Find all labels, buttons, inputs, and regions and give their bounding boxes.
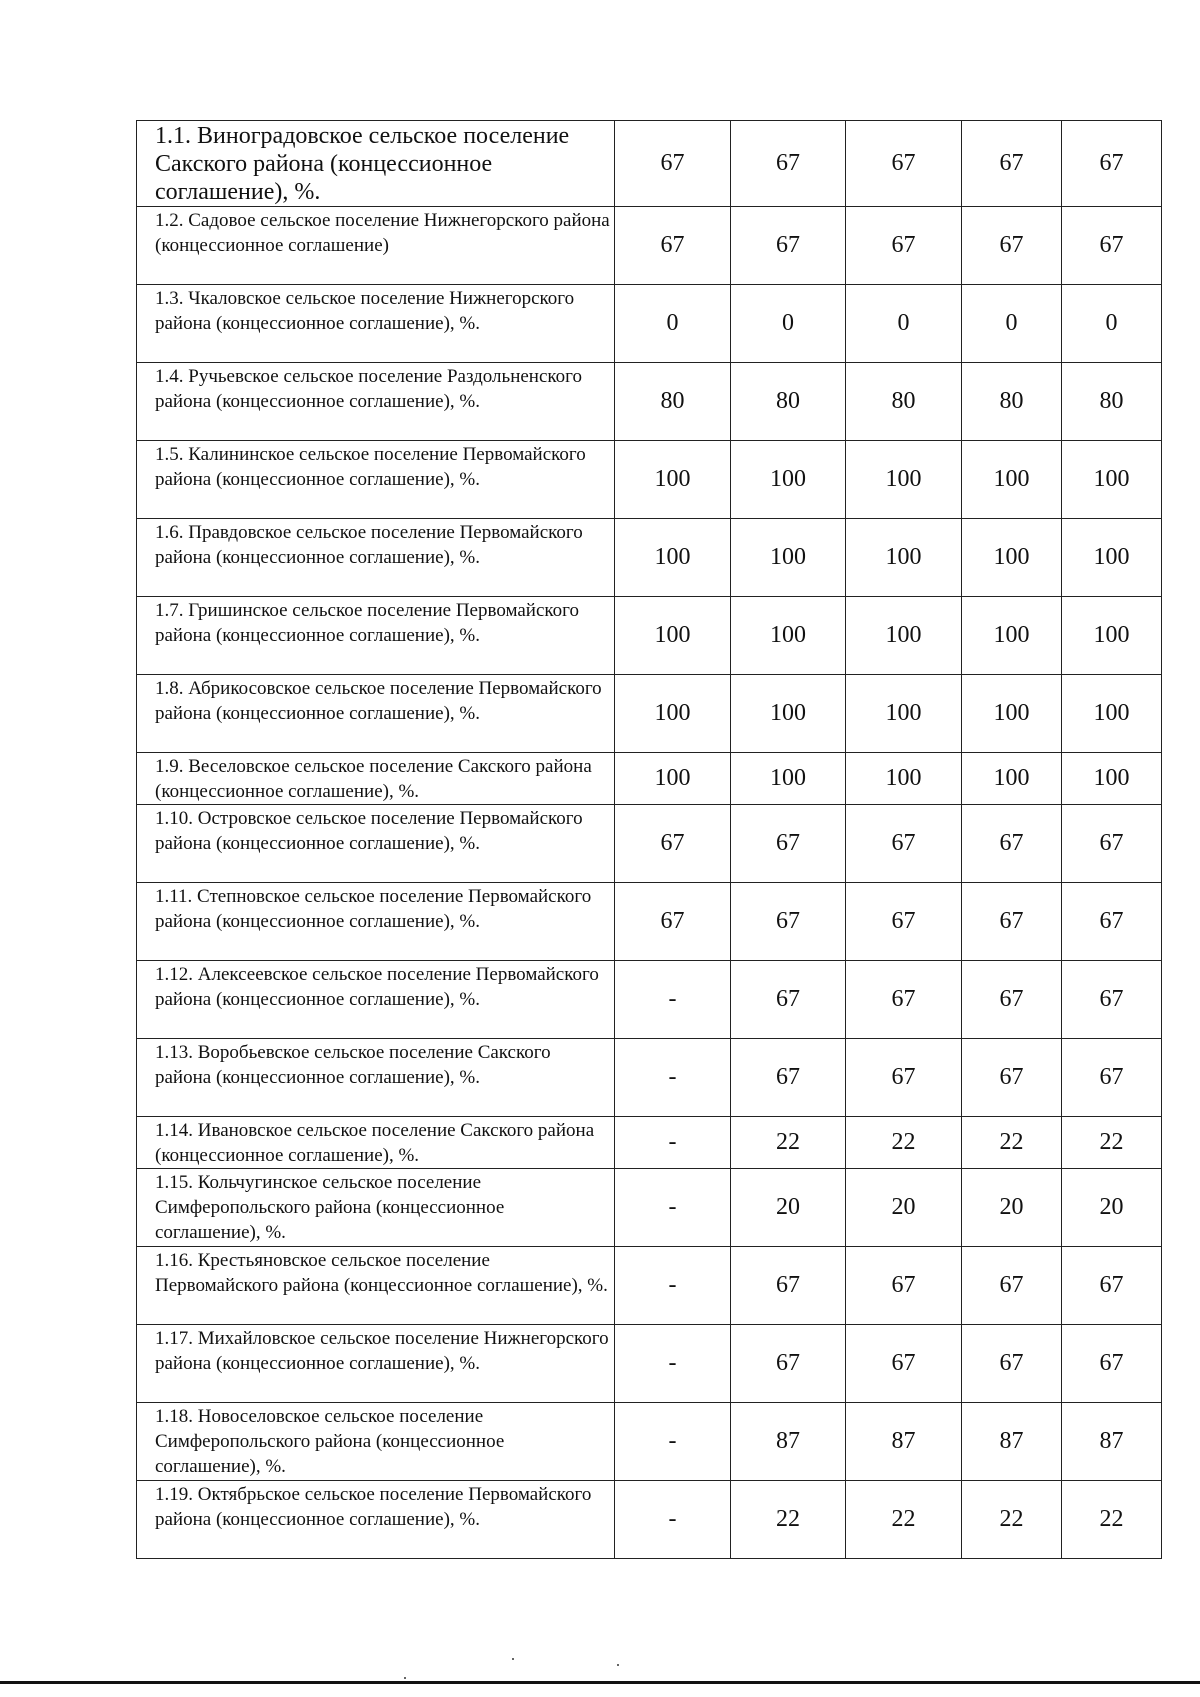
indicator-name-cell: 1.5. Калининское сельское поселение Первомайского района (концессионное соглашение), %. <box>137 441 615 519</box>
value-cell-2: 22 <box>731 1481 846 1559</box>
value-cell-1: 100 <box>615 519 731 597</box>
value-cell-2: 67 <box>731 121 846 207</box>
value-cell-2: 100 <box>731 441 846 519</box>
value-cell-2: 100 <box>731 597 846 675</box>
value-cell-5: 67 <box>1062 207 1162 285</box>
indicator-name-cell: 1.18. Новоселовское сельское поселение Симферопольского района (концессионное соглашение), %. <box>137 1403 615 1481</box>
indicator-name-cell: 1.17. Михайловское сельское поселение Нижнегорского района (концессионное соглашение), %. <box>137 1325 615 1403</box>
value-cell-2: 22 <box>731 1117 846 1169</box>
indicators-table <box>136 120 1162 1559</box>
value-cell-2: 67 <box>731 1247 846 1325</box>
value-cell-3: 100 <box>846 441 962 519</box>
value-cell-3: 67 <box>846 1325 962 1403</box>
indicator-name-cell: 1.10. Островское сельское поселение Первомайского района (концессионное соглашение), %. <box>137 805 615 883</box>
value-cell-3: 100 <box>846 519 962 597</box>
value-cell-3: 67 <box>846 1039 962 1117</box>
scan-speck <box>404 1677 406 1679</box>
table-row <box>137 597 1162 675</box>
value-cell-4: 67 <box>962 207 1062 285</box>
value-cell-5: 100 <box>1062 597 1162 675</box>
value-cell-1: - <box>615 1403 731 1481</box>
value-cell-2: 87 <box>731 1403 846 1481</box>
table-row <box>137 1169 1162 1247</box>
table-row <box>137 121 1162 207</box>
indicator-name-cell: 1.7. Гришинское сельское поселение Первомайского района (концессионное соглашение), %. <box>137 597 615 675</box>
value-cell-5: 100 <box>1062 675 1162 753</box>
value-cell-1: - <box>615 961 731 1039</box>
table-row <box>137 1039 1162 1117</box>
value-cell-5: 0 <box>1062 285 1162 363</box>
indicator-name-cell: 1.12. Алексеевское сельское поселение Первомайского района (концессионное соглашение), %. <box>137 961 615 1039</box>
indicator-name-cell: 1.19. Октябрьское сельское поселение Первомайского района (концессионное соглашение), %. <box>137 1481 615 1559</box>
table-row <box>137 675 1162 753</box>
value-cell-4: 67 <box>962 1325 1062 1403</box>
value-cell-1: 100 <box>615 753 731 805</box>
value-cell-4: 67 <box>962 883 1062 961</box>
value-cell-1: 67 <box>615 883 731 961</box>
indicator-name-cell: 1.3. Чкаловское сельское поселение Нижнегорского района (концессионное соглашение), %. <box>137 285 615 363</box>
value-cell-4: 67 <box>962 961 1062 1039</box>
value-cell-4: 67 <box>962 805 1062 883</box>
value-cell-1: - <box>615 1169 731 1247</box>
table-row <box>137 1325 1162 1403</box>
value-cell-3: 0 <box>846 285 962 363</box>
value-cell-2: 67 <box>731 961 846 1039</box>
value-cell-5: 67 <box>1062 805 1162 883</box>
value-cell-3: 22 <box>846 1117 962 1169</box>
scan-speck <box>512 1658 514 1660</box>
value-cell-1: 100 <box>615 675 731 753</box>
page-bottom-rule <box>0 1681 1200 1684</box>
table-row <box>137 753 1162 805</box>
value-cell-2: 67 <box>731 1039 846 1117</box>
value-cell-5: 80 <box>1062 363 1162 441</box>
value-cell-5: 67 <box>1062 1247 1162 1325</box>
table-row <box>137 961 1162 1039</box>
value-cell-3: 67 <box>846 1247 962 1325</box>
table-row <box>137 1481 1162 1559</box>
value-cell-5: 22 <box>1062 1481 1162 1559</box>
value-cell-2: 100 <box>731 519 846 597</box>
value-cell-5: 67 <box>1062 121 1162 207</box>
value-cell-5: 100 <box>1062 519 1162 597</box>
value-cell-4: 100 <box>962 597 1062 675</box>
value-cell-1: - <box>615 1325 731 1403</box>
value-cell-4: 87 <box>962 1403 1062 1481</box>
value-cell-5: 20 <box>1062 1169 1162 1247</box>
value-cell-1: - <box>615 1117 731 1169</box>
table-row <box>137 363 1162 441</box>
value-cell-2: 67 <box>731 207 846 285</box>
value-cell-5: 100 <box>1062 753 1162 805</box>
value-cell-4: 100 <box>962 519 1062 597</box>
indicator-name-cell: 1.2. Садовое сельское поселение Нижнегорского района (концессионное соглашение) <box>137 207 615 285</box>
indicator-name-cell: 1.9. Веселовское сельское поселение Сакского района (концессионное соглашение), %. <box>137 753 615 805</box>
value-cell-1: 100 <box>615 441 731 519</box>
table-row <box>137 1117 1162 1169</box>
value-cell-3: 20 <box>846 1169 962 1247</box>
indicator-name-cell: 1.13. Воробьевское сельское поселение Сакского района (концессионное соглашение), %. <box>137 1039 615 1117</box>
value-cell-4: 22 <box>962 1481 1062 1559</box>
value-cell-4: 100 <box>962 675 1062 753</box>
value-cell-5: 67 <box>1062 961 1162 1039</box>
value-cell-4: 80 <box>962 363 1062 441</box>
value-cell-1: 80 <box>615 363 731 441</box>
value-cell-3: 80 <box>846 363 962 441</box>
value-cell-5: 67 <box>1062 1325 1162 1403</box>
value-cell-4: 20 <box>962 1169 1062 1247</box>
table-row <box>137 519 1162 597</box>
value-cell-1: - <box>615 1247 731 1325</box>
value-cell-3: 100 <box>846 675 962 753</box>
value-cell-2: 0 <box>731 285 846 363</box>
value-cell-4: 67 <box>962 1247 1062 1325</box>
value-cell-1: 0 <box>615 285 731 363</box>
value-cell-3: 67 <box>846 207 962 285</box>
value-cell-1: 67 <box>615 805 731 883</box>
value-cell-4: 67 <box>962 1039 1062 1117</box>
value-cell-4: 22 <box>962 1117 1062 1169</box>
value-cell-1: 67 <box>615 207 731 285</box>
value-cell-5: 22 <box>1062 1117 1162 1169</box>
indicator-name-cell: 1.14. Ивановское сельское поселение Сакского района (концессионное соглашение), %. <box>137 1117 615 1169</box>
value-cell-5: 67 <box>1062 1039 1162 1117</box>
value-cell-1: - <box>615 1039 731 1117</box>
value-cell-2: 100 <box>731 753 846 805</box>
table-row <box>137 883 1162 961</box>
value-cell-2: 20 <box>731 1169 846 1247</box>
value-cell-3: 22 <box>846 1481 962 1559</box>
value-cell-2: 80 <box>731 363 846 441</box>
indicator-name-cell: 1.4. Ручьевское сельское поселение Раздольненского района (концессионное соглашение), %. <box>137 363 615 441</box>
value-cell-4: 100 <box>962 753 1062 805</box>
value-cell-2: 67 <box>731 1325 846 1403</box>
value-cell-5: 100 <box>1062 441 1162 519</box>
value-cell-3: 100 <box>846 753 962 805</box>
indicator-name-cell: 1.15. Кольчугинское сельское поселение Симферопольского района (концессионное соглашение), %. <box>137 1169 615 1247</box>
value-cell-3: 67 <box>846 883 962 961</box>
indicator-name-cell: 1.16. Крестьяновское сельское поселение Первомайского района (концессионное соглашение), %. <box>137 1247 615 1325</box>
indicator-name-cell: 1.11. Степновское сельское поселение Первомайского района (концессионное соглашение), %. <box>137 883 615 961</box>
indicator-name-cell: 1.1. Виноградовское сельское поселение Сакского района (концессионное соглашение), %. <box>137 121 615 207</box>
table-row <box>137 285 1162 363</box>
table-row <box>137 1403 1162 1481</box>
value-cell-3: 67 <box>846 805 962 883</box>
scan-speck <box>617 1664 619 1666</box>
table-row <box>137 1247 1162 1325</box>
value-cell-4: 100 <box>962 441 1062 519</box>
value-cell-2: 100 <box>731 675 846 753</box>
value-cell-3: 100 <box>846 597 962 675</box>
indicator-name-cell: 1.6. Правдовское сельское поселение Первомайского района (концессионное соглашение), %. <box>137 519 615 597</box>
indicator-name-cell: 1.8. Абрикосовское сельское поселение Первомайского района (концессионное соглашение), %. <box>137 675 615 753</box>
value-cell-1: 100 <box>615 597 731 675</box>
value-cell-3: 87 <box>846 1403 962 1481</box>
value-cell-1: 67 <box>615 121 731 207</box>
value-cell-2: 67 <box>731 883 846 961</box>
value-cell-4: 67 <box>962 121 1062 207</box>
table-row <box>137 805 1162 883</box>
value-cell-4: 0 <box>962 285 1062 363</box>
table-row <box>137 207 1162 285</box>
value-cell-1: - <box>615 1481 731 1559</box>
value-cell-3: 67 <box>846 121 962 207</box>
value-cell-5: 87 <box>1062 1403 1162 1481</box>
table-row <box>137 441 1162 519</box>
value-cell-3: 67 <box>846 961 962 1039</box>
table-body <box>137 121 1162 1559</box>
value-cell-2: 67 <box>731 805 846 883</box>
value-cell-5: 67 <box>1062 883 1162 961</box>
